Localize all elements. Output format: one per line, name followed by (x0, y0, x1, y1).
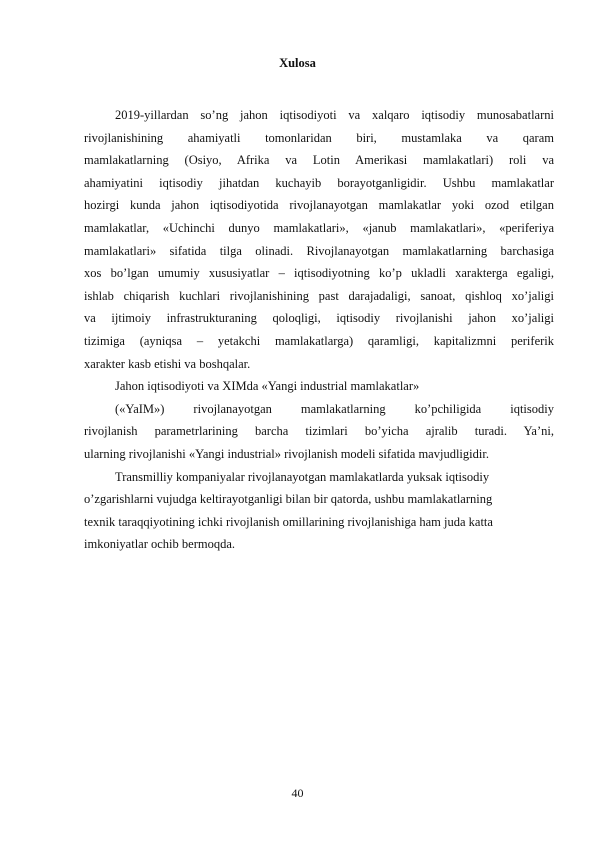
page-title: Xulosa (279, 56, 316, 70)
text-line: mamlakatlarning (Osiyo, Afrika va Lotin Amerikasi mamlakatlari) roli va (84, 153, 554, 168)
text-line: rivojlanishining ahamiyatli tomonlaridan biri, mustamlaka va qaram (84, 130, 554, 145)
text-line: imkoniyatlar ochib bermoqda. (84, 537, 236, 552)
paragraph-3 (84, 398, 554, 466)
text-line: tizimiga (ayniqsa – yetakchi mamlakatlarga) qaramligi, kapitalizmni periferik (84, 333, 554, 348)
paragraph-2 (84, 375, 554, 398)
text-line: mamlakatlari» sifatida tilga olinadi. Rivojlanayotgan mamlakatlarning barchasiga (84, 243, 554, 258)
text-line: 2019-yillardan so’ng jahon iqtisodiyoti va xalqaro iqtisodiy munosabatlarni (115, 108, 554, 122)
text-line: ahamiyatini iqtisodiy jihatdan kuchayib borayotganligidir. Ushbu mamlakatlar (84, 175, 554, 190)
body-text (84, 104, 554, 556)
paragraph-1 (84, 104, 554, 375)
paragraph-4 (84, 466, 554, 556)
text-line: ularning rivojlanishi «Yangi industrial» rivojlanish modeli sifatida mavjudligidir. (84, 446, 489, 461)
text-line: rivojlanish parametrlarining barcha tizimlari bo’yicha ajralib turadi. Ya’ni, (84, 424, 554, 439)
text-line: Transmilliy kompaniyalar rivojlanayotgan mamlakatlarda yuksak iqtisodiy (115, 469, 490, 484)
page-number: 40 (291, 786, 304, 800)
text-line: ishlab chiqarish kuchlari rivojlanishining past darajadaligi, sanoat, qishloq xo’jaligi (84, 288, 554, 303)
text-line: mamlakatlar, «Uchinchi dunyo mamlakatlari», «janub mamlakatlari», «periferiya (84, 220, 554, 235)
text-line: va ijtimoiy infrastrukturaning qoloqligi, iqtisodiy rivojlanishi jahon xo’jaligi (84, 311, 554, 326)
text-line: xarakter kasb etishi va boshqalar. (84, 356, 251, 371)
text-line: o’zgarishlarni vujudga keltirayotganligi bilan bir qatorda, ushbu mamlakatlarning (84, 492, 493, 507)
text-line: hozirgi kunda jahon iqtisodiyotida rivojlanayotgan mamlakatlar yoki ozod etilgan (84, 198, 554, 213)
text-line: xos bo’lgan umumiy xususiyatlar – iqtisodiyotning ko’p ukladli xarakterga egaligi, (84, 266, 554, 281)
text-line: texnik taraqqiyotining ichki rivojlanish omillarining rivojlanishiga ham juda katta (84, 514, 493, 529)
text-line: Jahon iqtisodiyoti va XIMda «Yangi industrial mamlakatlar» (115, 379, 420, 394)
text-line: («YaIM») rivojlanayotgan mamlakatlarning ko’pchiligida iqtisodiy (115, 401, 554, 416)
